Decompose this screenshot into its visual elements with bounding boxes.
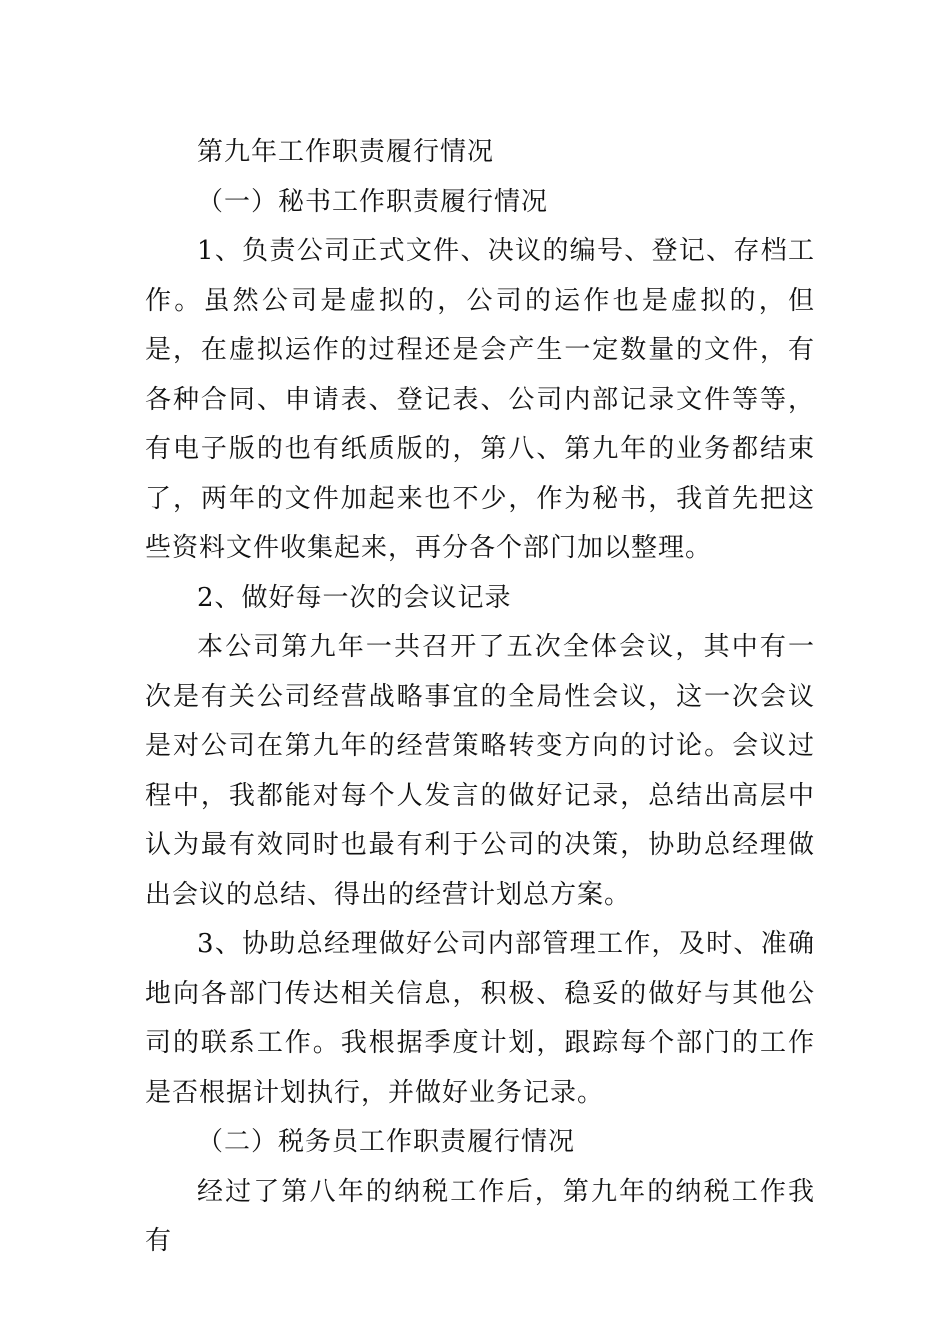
document-body <box>145 128 815 1267</box>
section-heading-tax: （二）税务员工作职责履行情况 <box>197 1127 576 1157</box>
paragraph-item-1: 1、负责公司正式文件、决议的编号、登记、存档工作。虽然公司是虚拟的，公司的运作也是虚拟的，但是，在虚拟运作的过程还是会产生一定数量的文件，有各种合同、申请表、登记表、公司内部记录文件等等，有电子版的也有纸质版的，第八、第九年的业务都结束了，两年的文件加起来也不少，作为秘书，我首先把这些资料文件收集起来，再分各个部门加以整理。 <box>145 236 815 563</box>
paragraph-item-2-body: 本公司第九年一共召开了五次全体会议，其中有一次是有关公司经营战略事宜的全局性会议，这一次会议是对公司在第九年的经营策略转变方向的讨论。会议过程中，我都能对每个人发言的做好记录，总结出高层中认为最有效同时也最有利于公司的决策，协助总经理做出会议的总结、得出的经营计划总方案。 <box>145 632 815 910</box>
page-title: 第九年工作职责履行情况 <box>197 137 495 167</box>
section-heading-secretary: （一）秘书工作职责履行情况 <box>197 186 549 217</box>
paragraph-item-3: 3、协助总经理做好公司内部管理工作，及时、准确地向各部门传达相关信息，积极、稳妥的做好与其他公司的联系工作。我根据季度计划，跟踪每个部门的工作是否根据计划执行，并做好业务记录。 <box>145 929 815 1108</box>
paragraph-item-2-title: 2、做好每一次的会议记录 <box>197 582 512 613</box>
paragraph-tax-body: 经过了第八年的纳税工作后，第九年的纳税工作我有 <box>145 1176 815 1256</box>
